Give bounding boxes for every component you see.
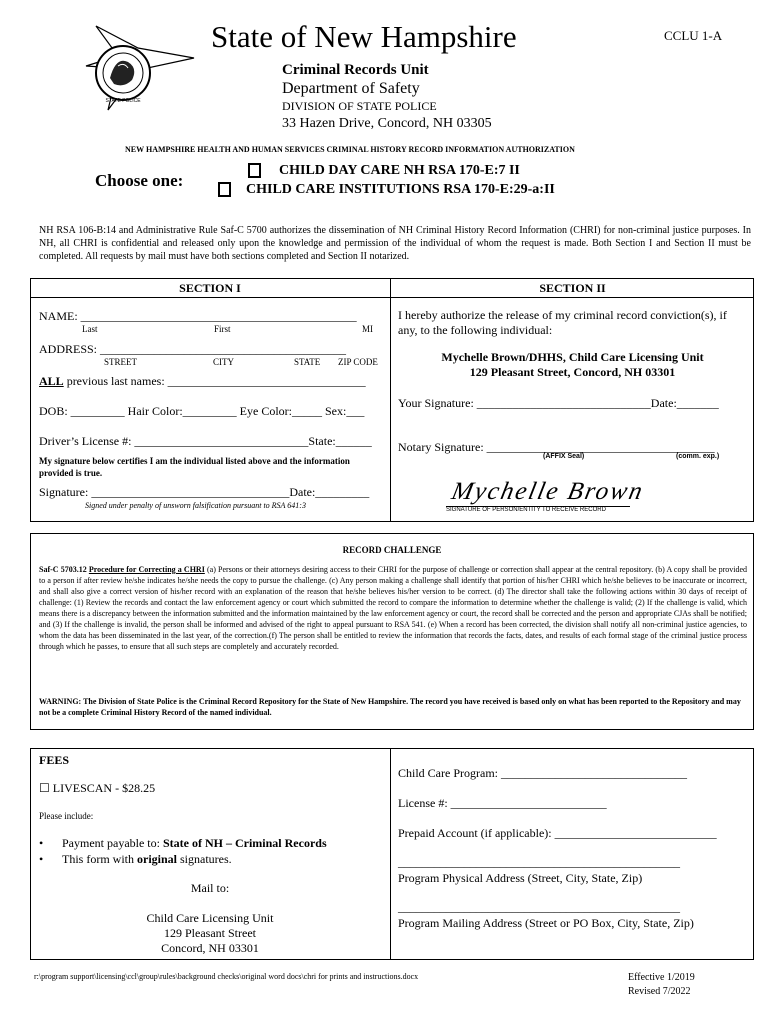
mailing-address-label: Program Mailing Address (Street or PO Box, City, State, Zip) — [398, 916, 694, 930]
bullet-dot: • — [39, 852, 44, 866]
previous-names-field[interactable] — [39, 374, 366, 389]
certify-text: My signature below certifies I am the individual listed above and the information provided is true. — [39, 456, 350, 478]
choose-one-label: Choose one: — [95, 171, 184, 190]
signature-caption: SIGNATURE OF PERSON/ENTITY TO RECEIVE RECORD — [446, 507, 606, 513]
unit-name: Criminal Records Unit — [282, 62, 429, 78]
original-emphasis: original — [137, 852, 178, 866]
section1-heading: SECTION I — [179, 281, 241, 295]
intro-paragraph: NH RSA 106-B:14 and Administrative Rule Saf-C 5700 authorizes the dissemination of NH Criminal History Record Information (CHRI) for non-criminal justice purposes. In NH, all CHRI is confidential and released only upon the knowledge and permission of the individual of whom the request is made. Both Section I and Section II must be completed. All requests by mail must have both sections completed and Section II notarized. — [39, 225, 751, 262]
state-police-seal — [78, 18, 196, 118]
fees-divider — [390, 748, 391, 960]
revised-date: Revised 7/2022 — [628, 986, 691, 997]
record-challenge-body — [39, 564, 747, 652]
original-signatures-bullet — [62, 852, 232, 867]
rule-title: Procedure for Correcting a CHRI — [88, 565, 205, 574]
drivers-license-field[interactable]: Driver’s License #: _____________________________State:______ — [39, 434, 372, 448]
checkbox-child-care-institutions[interactable] — [218, 182, 231, 197]
addr-street-caption: STREET — [104, 357, 137, 367]
original-bullet-prefix: This form with — [62, 852, 137, 866]
name-field[interactable]: NAME: ______________________________________________ — [39, 309, 357, 323]
livescan-option[interactable]: ☐ LIVESCAN - $28.25 — [39, 781, 156, 795]
your-signature-field[interactable]: Your Signature: _____________________________Date:_______ — [398, 396, 719, 410]
physical-address-label: Program Physical Address (Street, City, State, Zip) — [398, 871, 643, 885]
name-first-caption: First — [214, 324, 231, 334]
mailing-address-line[interactable]: _______________________________________________ — [398, 900, 680, 914]
seal-lettering: STATE POLICE — [105, 98, 141, 104]
agency-address: 33 Hazen Drive, Concord, NH 03305 — [282, 116, 492, 131]
authorize-text: I hereby authorize the release of my criminal record conviction(s), if any, to the following individual: — [398, 308, 727, 337]
physical-address-line[interactable]: _______________________________________________ — [398, 855, 680, 869]
recipient-address: 129 Pleasant Street, Concord, NH 03301 — [469, 365, 676, 379]
bullet-dot: • — [39, 836, 44, 850]
prepaid-account-field[interactable]: Prepaid Account (if applicable): ___________________________ — [398, 826, 717, 840]
comm-exp-caption: (comm. exp.) — [676, 453, 720, 460]
section1-heading-rule — [30, 297, 754, 298]
original-bullet-suffix: signatures. — [177, 852, 232, 866]
payment-payee: State of NH – Criminal Records — [162, 836, 327, 850]
rule-body: (a) Persons or their attorneys desiring access to their CHRI for the purpose of challenge or correction shall appear at the central repository. (b) A copy shall be provided to a person if after review he/she indicates he/she needs the copy to pursue the challenge. (c) Any person making a challenge shall identify that portion of his/her CHRI which he/she believes to be inaccurate or incorrect, and shall also give a correct version of his/her record with an explanation of the reason that he/she believes his/her version to be correct. (d) The director shall take the following actions within 30 days of receipt of challenge: (1) Review the records and contact the law enforcement agency or court which submitted the record to compare the information to determine whether the challenge is valid; (2) If the challenge is valid, which means there is a discrepancy between the information submitted and the information maintained by the law enforcement agency or court, the record shall be corrected and the person and appropriate CJAs shall be notified; and (3) If the challenge is invalid, the person shall be informed and advised of the right to appeal pursuant to RSA 541. (e) When a record has been corrected, the division shall notify all non-criminal justice agencies, to whom the data has been disseminated in the last year, of the correction.(f) The person shall be entitled to review the information that records the facts, dates, and results of each formal stage of the criminal justice process through which he passes, to ensure that all such steps are completely and accurately recorded. — [39, 565, 748, 651]
handwritten-signature: Mychelle Brown — [449, 478, 647, 505]
rule-ref: Saf-C 5703.12 — [39, 565, 87, 574]
effective-date: Effective 1/2019 — [628, 972, 695, 983]
recipient-name: Mychelle Brown/DHHS, Child Care Licensing Unit — [441, 350, 704, 364]
option-child-day-care-label: CHILD DAY CARE NH RSA 170-E:7 II — [279, 163, 520, 178]
authorization-title: NEW HAMPSHIRE HEALTH AND HUMAN SERVICES CRIMINAL HISTORY RECORD INFORMATION AUTHORIZATION — [125, 145, 575, 154]
payment-bullet — [62, 836, 327, 851]
name-mi-caption: MI — [362, 324, 373, 334]
applicant-signature-field[interactable]: Signature: _________________________________Date:_________ — [39, 485, 370, 499]
affix-seal-caption: (AFFIX Seal) — [543, 453, 585, 460]
option-child-day-care[interactable] — [248, 161, 520, 179]
previous-names-label: previous last names: _________________________________ — [63, 374, 366, 388]
address-field[interactable]: ADDRESS: _________________________________________ — [39, 342, 347, 356]
addr-zip-caption: ZIP CODE — [338, 357, 378, 367]
warning-text: WARNING: The Division of State Police is the Criminal Record Repository for the State of New Hampshire. The record you have received is based only on what has been reported to the Repository and may not be a complete Criminal History Record of the named individual. — [39, 697, 741, 717]
addr-city-caption: CITY — [213, 357, 234, 367]
section2-heading: SECTION II — [539, 281, 606, 295]
page-title: State of New Hampshire — [211, 19, 517, 54]
department-name: Department of Safety — [282, 80, 420, 97]
addr-state-caption: STATE — [294, 357, 321, 367]
option-child-care-institutions[interactable] — [218, 180, 555, 198]
name-last-caption: Last — [82, 324, 98, 334]
mail-address-line1: Child Care Licensing Unit — [146, 911, 274, 925]
please-include: Please include: — [39, 811, 94, 821]
penalty-note: Signed under penalty of unsworn falsification pursuant to RSA 641:3 — [85, 501, 306, 510]
dob-hair-eye-sex-fields[interactable]: DOB: _________ Hair Color:_________ Eye Color:_____ Sex:___ — [39, 404, 365, 418]
sections-divider — [390, 278, 391, 522]
option-child-care-institutions-label: CHILD CARE INSTITUTIONS RSA 170-E:29-a:II — [246, 182, 555, 197]
record-challenge-heading: RECORD CHALLENGE — [342, 545, 442, 555]
checkbox-child-day-care[interactable] — [248, 163, 261, 178]
fees-heading: FEES — [39, 753, 70, 767]
all-emphasis: ALL — [39, 374, 64, 388]
payment-bullet-prefix: Payment payable to: — [62, 836, 163, 850]
license-number-field[interactable]: License #: __________________________ — [398, 796, 607, 810]
file-path: r:\program support\licensing\ccl\group\rules\background checks\original word docs\chri for prints and instructions.docx — [34, 972, 419, 981]
mail-to-label: Mail to: — [190, 881, 230, 895]
notary-signature-field[interactable]: Notary Signature: ______________________________________ — [398, 440, 715, 454]
form-code: CCLU 1-A — [664, 28, 723, 43]
child-care-program-field[interactable]: Child Care Program: _______________________________ — [398, 766, 687, 780]
mail-address-line3: Concord, NH 03301 — [161, 941, 259, 955]
division-name: DIVISION OF STATE POLICE — [282, 99, 437, 113]
mail-address-line2: 129 Pleasant Street — [164, 926, 256, 940]
